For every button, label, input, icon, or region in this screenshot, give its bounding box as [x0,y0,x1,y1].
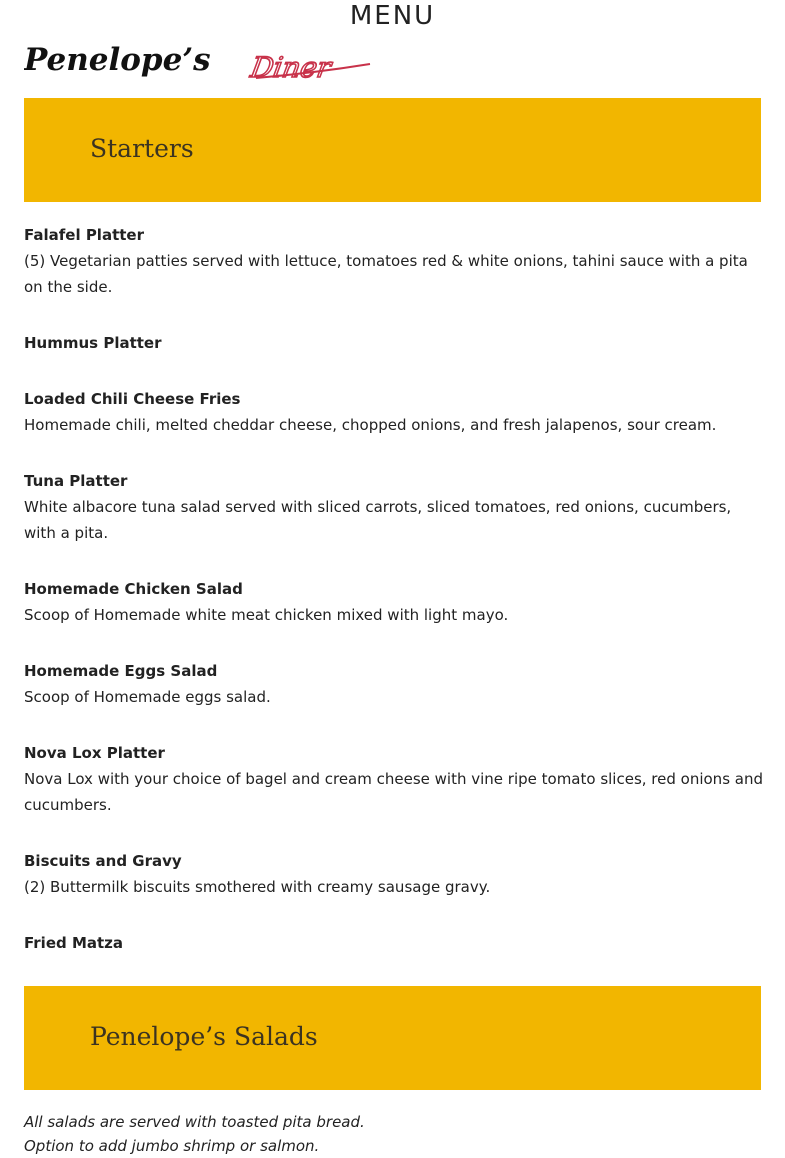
menu-item-description: (5) Vegetarian patties served with lettuce, tomatoes red & white onions, tahini sauce with a pita on the side. [24,252,748,296]
menu-item [24,468,764,546]
menu-item [24,222,764,300]
salads-notes [24,1110,761,1158]
menu-item [24,386,764,438]
menu-item-name: Tuna Platter [24,472,128,490]
menu-item-description: Scoop of Homemade white meat chicken mixed with light mayo. [24,606,509,624]
menu-item-name: Biscuits and Gravy [24,852,182,870]
menu-item-name: Homemade Chicken Salad [24,580,243,598]
starters-section-banner [24,98,761,202]
logo-script-text: Diner [248,51,334,84]
menu-item-name: Loaded Chili Cheese Fries [24,390,241,408]
menu-item [24,576,764,628]
menu-item [24,658,764,710]
menu-item-name: Nova Lox Platter [24,744,165,762]
menu-item-description: (2) Buttermilk biscuits smothered with creamy sausage gravy. [24,878,491,896]
menu-item [24,740,764,818]
starters-heading: Starters [90,134,194,163]
menu-item-name: Fried Matza [24,934,124,952]
salads-section-banner [24,986,761,1090]
menu-item-name: Homemade Eggs Salad [24,662,218,680]
salads-note-pita: All salads are served with toasted pita bread. [24,1113,365,1131]
menu-item-name: Falafel Platter [24,226,144,244]
menu-item-description: Homemade chili, melted cheddar cheese, chopped onions, and fresh jalapenos, sour cream. [24,416,717,434]
menu-item-description: White albacore tuna salad served with sliced carrots, sliced tomatoes, red onions, cucumbers, with a pita. [24,498,732,542]
menu-item-description: Nova Lox with your choice of bagel and cream cheese with vine ripe tomato slices, red onions and cucumbers. [24,770,763,814]
starters-item-list [24,222,764,986]
logo-graphic [24,40,376,84]
menu-item [24,330,764,356]
salads-heading: Penelope’s Salads [90,1022,318,1051]
logo-name-text: Penelope’s [24,42,211,78]
menu-item-name: Hummus Platter [24,334,162,352]
menu-title[interactable]: MENU [349,1,436,31]
menu-item [24,848,764,900]
salads-note-add-protein: Option to add jumbo shrimp or salmon. [24,1137,320,1155]
penelopes-diner-logo[interactable] [24,40,376,84]
menu-item [24,930,764,956]
menu-item-description: Scoop of Homemade eggs salad. [24,688,271,706]
